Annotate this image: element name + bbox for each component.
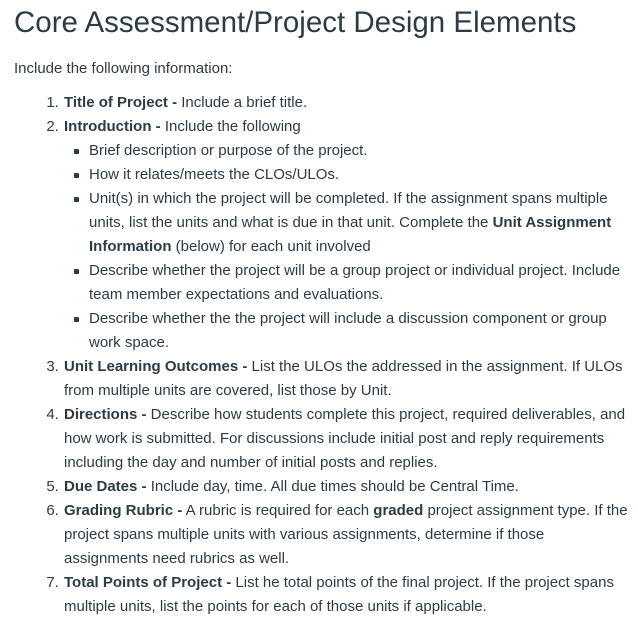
item-text: A rubric is required for each bbox=[182, 502, 374, 519]
item-text: Include the following bbox=[160, 118, 301, 135]
design-elements-list bbox=[14, 91, 632, 619]
sub-item-text: Unit(s) in which the project will be completed. If the assignment spans multiple units, list the units and what is due in that unit. Complete the bbox=[89, 190, 608, 231]
list-item-due-dates bbox=[63, 475, 632, 499]
item-text: List the ULOs the addressed in the assignment. If ULOs from multiple units are covered, list those by Unit. bbox=[64, 358, 623, 399]
item-bold: graded bbox=[373, 502, 424, 519]
sub-item: Describe whether the the project will include a discussion component or group work space. bbox=[89, 307, 632, 355]
item-label: Unit Learning Outcomes - bbox=[64, 358, 248, 375]
introduction-sublist bbox=[64, 139, 632, 355]
item-label: Title of Project - bbox=[64, 94, 178, 111]
list-item-title bbox=[63, 91, 632, 115]
sub-item bbox=[89, 187, 632, 259]
sub-item-bold: Unit Assignment Information bbox=[89, 214, 612, 255]
item-text: Describe how students complete this project, required deliverables, and how work is submitted. For discussions include initial post and reply requirements including the day and number of initial posts and replies. bbox=[64, 406, 626, 471]
list-item-grading-rubric bbox=[63, 499, 632, 571]
list-item-introduction bbox=[63, 115, 632, 355]
item-label: Total Points of Project - bbox=[64, 574, 232, 591]
item-text: project assignment type. If the project spans multiple units with various assignments, determine if those assignments need rubrics as well. bbox=[64, 502, 628, 567]
item-text: Include day, time. All due times should be Central Time. bbox=[146, 478, 519, 495]
sub-item: Describe whether the project will be a group project or individual project. Include team member expectations and evaluations. bbox=[89, 259, 632, 307]
list-item-total-points bbox=[63, 571, 632, 619]
list-item-unit-learning-outcomes bbox=[63, 355, 632, 403]
item-label: Directions - bbox=[64, 406, 147, 423]
item-text: Include a brief title. bbox=[177, 94, 308, 111]
page-title: Core Assessment/Project Design Elements bbox=[14, 6, 577, 39]
sub-item: Brief description or purpose of the project. bbox=[89, 139, 632, 163]
item-label: Due Dates - bbox=[64, 478, 147, 495]
sub-item: How it relates/meets the CLOs/ULOs. bbox=[89, 163, 632, 187]
list-item-directions bbox=[63, 403, 632, 475]
item-label: Grading Rubric - bbox=[64, 502, 183, 519]
item-text: List he total points of the final project. If the project spans multiple units, list the points for each of those units if applicable. bbox=[64, 574, 614, 615]
item-label: Introduction - bbox=[64, 118, 161, 135]
sub-item-text: (below) for each unit involved bbox=[171, 238, 371, 255]
intro-text: Include the following information: bbox=[14, 60, 233, 77]
